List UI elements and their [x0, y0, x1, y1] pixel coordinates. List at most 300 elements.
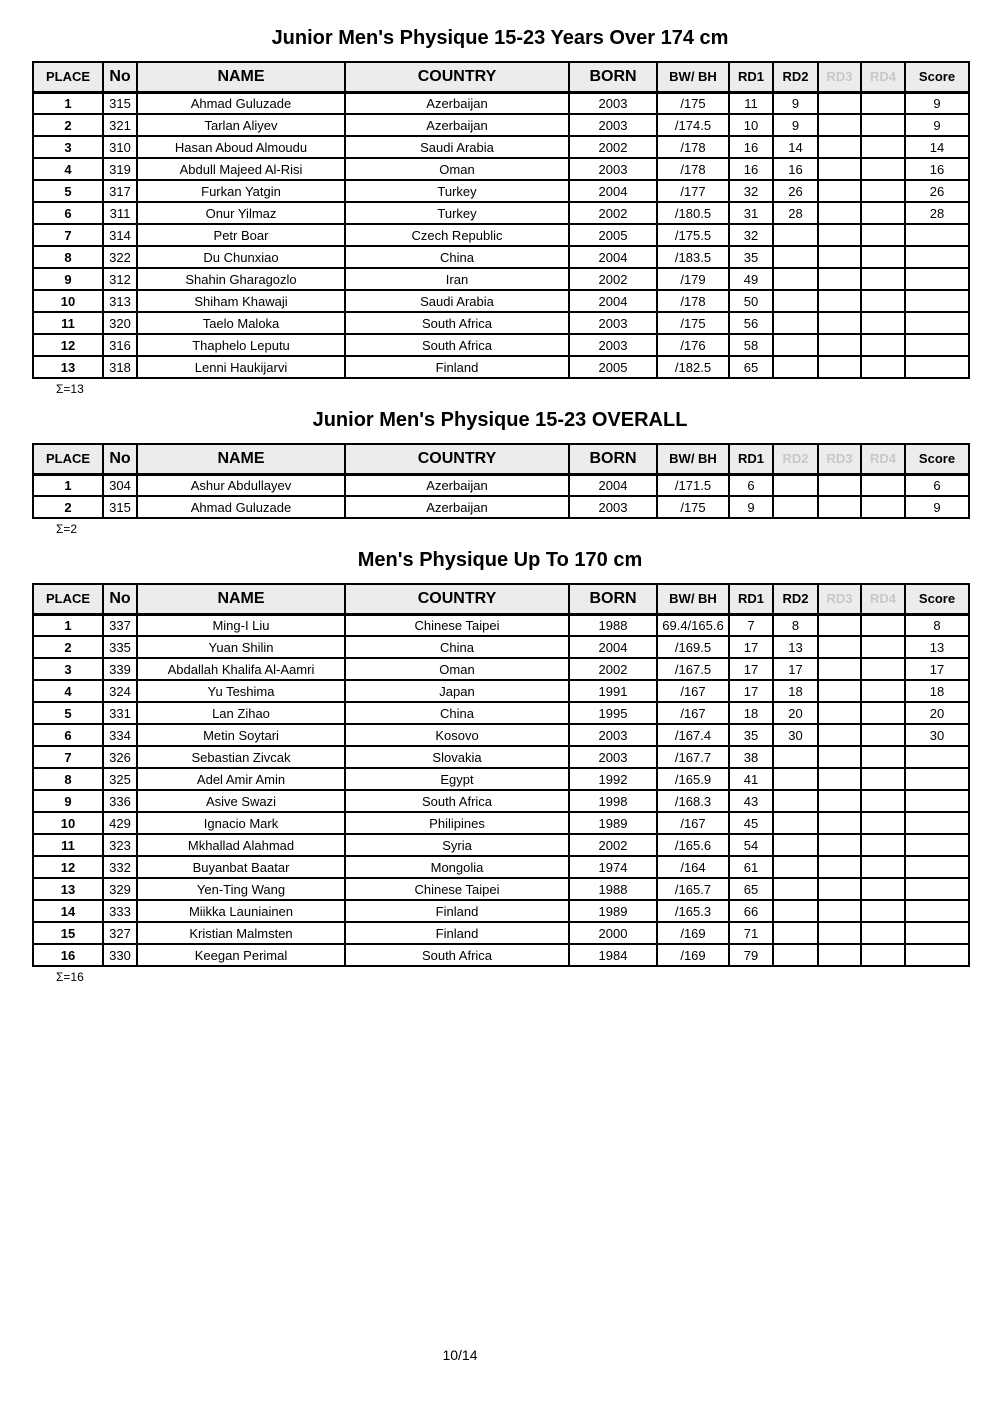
- section-title: Junior Men's Physique 15-23 OVERALL: [312, 409, 688, 431]
- cell-rd2: 20: [773, 702, 818, 724]
- cell-bwbh: /164: [657, 856, 729, 878]
- cell-bwbh: /174.5: [657, 114, 729, 136]
- cell-born: 1995: [569, 702, 657, 724]
- cell-place: 4: [33, 680, 103, 702]
- cell-place: 9: [33, 268, 103, 290]
- cell-born: 2004: [569, 246, 657, 268]
- cell-born: 1988: [569, 878, 657, 900]
- table-row: [33, 312, 969, 334]
- cell-country: Azerbaijan: [345, 496, 569, 518]
- cell-rd2: [773, 900, 818, 922]
- cell-rd1: 58: [729, 334, 773, 356]
- cell-rd2: 28: [773, 202, 818, 224]
- cell-place: 8: [33, 246, 103, 268]
- cell-bwbh: /165.7: [657, 878, 729, 900]
- cell-score: [905, 790, 969, 812]
- cell-born: 1974: [569, 856, 657, 878]
- cell-bwbh: /178: [657, 158, 729, 180]
- cell-country: Oman: [345, 158, 569, 180]
- cell-name: Mkhallad Alahmad: [137, 834, 345, 856]
- cell-no: 325: [103, 768, 137, 790]
- cell-rd1: 17: [729, 658, 773, 680]
- header-row: [33, 584, 969, 614]
- cell-rd3: [818, 680, 861, 702]
- cell-country: Finland: [345, 922, 569, 944]
- cell-rd3: [818, 202, 861, 224]
- cell-score: [905, 812, 969, 834]
- cell-rd3: [818, 474, 861, 496]
- cell-no: 329: [103, 878, 137, 900]
- header-cell-no: No: [103, 444, 137, 474]
- cell-country: Slovakia: [345, 746, 569, 768]
- cell-rd3: [818, 702, 861, 724]
- cell-country: Syria: [345, 834, 569, 856]
- cell-rd3: [818, 834, 861, 856]
- cell-no: 319: [103, 158, 137, 180]
- cell-rd4: [861, 246, 905, 268]
- cell-no: 323: [103, 834, 137, 856]
- cell-rd4: [861, 724, 905, 746]
- cell-rd4: [861, 680, 905, 702]
- cell-rd3: [818, 356, 861, 378]
- cell-rd3: [818, 790, 861, 812]
- cell-rd2: [773, 856, 818, 878]
- cell-country: Japan: [345, 680, 569, 702]
- cell-country: Egypt: [345, 768, 569, 790]
- cell-score: 28: [905, 202, 969, 224]
- cell-rd4: [861, 702, 905, 724]
- cell-born: 2003: [569, 92, 657, 114]
- cell-bwbh: /168.3: [657, 790, 729, 812]
- cell-no: 326: [103, 746, 137, 768]
- header-cell-score: Score: [905, 444, 969, 474]
- cell-rd2: [773, 290, 818, 312]
- cell-rd1: 10: [729, 114, 773, 136]
- header-cell-rd4: RD4: [861, 584, 905, 614]
- cell-country: Philipines: [345, 812, 569, 834]
- cell-no: 331: [103, 702, 137, 724]
- cell-place: 13: [33, 356, 103, 378]
- cell-rd1: 61: [729, 856, 773, 878]
- cell-rd4: [861, 768, 905, 790]
- cell-born: 2002: [569, 136, 657, 158]
- cell-rd1: 79: [729, 944, 773, 966]
- cell-rd1: 35: [729, 724, 773, 746]
- cell-place: 6: [33, 202, 103, 224]
- cell-rd3: [818, 92, 861, 114]
- cell-country: Mongolia: [345, 856, 569, 878]
- cell-rd3: [818, 136, 861, 158]
- header-cell-country: COUNTRY: [345, 444, 569, 474]
- cell-born: 2005: [569, 356, 657, 378]
- table-row: [33, 680, 969, 702]
- cell-rd4: [861, 812, 905, 834]
- cell-rd4: [861, 790, 905, 812]
- table-row: [33, 746, 969, 768]
- cell-bwbh: 69.4/165.6: [657, 614, 729, 636]
- cell-rd1: 41: [729, 768, 773, 790]
- cell-born: 2000: [569, 922, 657, 944]
- cell-rd4: [861, 834, 905, 856]
- cell-born: 2002: [569, 658, 657, 680]
- cell-country: Saudi Arabia: [345, 290, 569, 312]
- cell-country: Kosovo: [345, 724, 569, 746]
- cell-born: 2003: [569, 746, 657, 768]
- cell-no: 314: [103, 224, 137, 246]
- cell-no: 304: [103, 474, 137, 496]
- cell-score: 26: [905, 180, 969, 202]
- header-cell-rd4: RD4: [861, 62, 905, 92]
- cell-rd3: [818, 900, 861, 922]
- cell-name: Sebastian Zivcak: [137, 746, 345, 768]
- cell-score: 9: [905, 92, 969, 114]
- cell-country: Azerbaijan: [345, 92, 569, 114]
- cell-rd3: [818, 636, 861, 658]
- table-row: [33, 856, 969, 878]
- cell-score: 17: [905, 658, 969, 680]
- cell-rd2: [773, 812, 818, 834]
- cell-rd1: 65: [729, 356, 773, 378]
- cell-no: 336: [103, 790, 137, 812]
- cell-name: Petr Boar: [137, 224, 345, 246]
- cell-bwbh: /177: [657, 180, 729, 202]
- cell-born: 2002: [569, 202, 657, 224]
- cell-rd1: 65: [729, 878, 773, 900]
- cell-score: [905, 944, 969, 966]
- section-title: Junior Men's Physique 15-23 Years Over 174 cm: [271, 27, 729, 49]
- cell-rd4: [861, 856, 905, 878]
- results-table: [32, 443, 970, 519]
- cell-name: Ahmad Guluzade: [137, 92, 345, 114]
- cell-rd1: 17: [729, 680, 773, 702]
- cell-name: Buyanbat Baatar: [137, 856, 345, 878]
- cell-rd1: 32: [729, 180, 773, 202]
- cell-name: Taelo Maloka: [137, 312, 345, 334]
- cell-born: 2003: [569, 334, 657, 356]
- cell-rd2: 8: [773, 614, 818, 636]
- header-cell-country: COUNTRY: [345, 62, 569, 92]
- cell-rd3: [818, 922, 861, 944]
- cell-score: [905, 768, 969, 790]
- cell-bwbh: /182.5: [657, 356, 729, 378]
- cell-rd1: 50: [729, 290, 773, 312]
- cell-rd4: [861, 944, 905, 966]
- header-cell-no: No: [103, 62, 137, 92]
- cell-score: [905, 356, 969, 378]
- cell-bwbh: /175: [657, 312, 729, 334]
- cell-bwbh: /167.4: [657, 724, 729, 746]
- cell-rd2: 30: [773, 724, 818, 746]
- table-row: [33, 790, 969, 812]
- cell-place: 12: [33, 334, 103, 356]
- cell-no: 324: [103, 680, 137, 702]
- cell-rd3: [818, 614, 861, 636]
- cell-score: [905, 246, 969, 268]
- cell-place: 7: [33, 224, 103, 246]
- cell-no: 312: [103, 268, 137, 290]
- cell-country: Azerbaijan: [345, 474, 569, 496]
- cell-name: Yu Teshima: [137, 680, 345, 702]
- cell-bwbh: /169: [657, 944, 729, 966]
- cell-bwbh: /183.5: [657, 246, 729, 268]
- cell-rd1: 45: [729, 812, 773, 834]
- sum-note: Σ=13: [56, 382, 84, 396]
- cell-score: [905, 834, 969, 856]
- cell-place: 1: [33, 92, 103, 114]
- table-row: [33, 290, 969, 312]
- cell-born: 1992: [569, 768, 657, 790]
- cell-country: Finland: [345, 356, 569, 378]
- cell-rd3: [818, 658, 861, 680]
- cell-born: 1984: [569, 944, 657, 966]
- cell-name: Shiham Khawaji: [137, 290, 345, 312]
- cell-born: 1998: [569, 790, 657, 812]
- cell-rd3: [818, 158, 861, 180]
- cell-name: Kristian Malmsten: [137, 922, 345, 944]
- cell-rd3: [818, 224, 861, 246]
- cell-born: 1991: [569, 680, 657, 702]
- table-row: [33, 812, 969, 834]
- cell-score: [905, 268, 969, 290]
- header-cell-rd2: RD2: [773, 62, 818, 92]
- cell-place: 13: [33, 878, 103, 900]
- cell-place: 6: [33, 724, 103, 746]
- cell-no: 339: [103, 658, 137, 680]
- cell-place: 11: [33, 834, 103, 856]
- cell-rd1: 38: [729, 746, 773, 768]
- cell-country: Azerbaijan: [345, 114, 569, 136]
- cell-no: 335: [103, 636, 137, 658]
- cell-bwbh: /180.5: [657, 202, 729, 224]
- cell-country: China: [345, 246, 569, 268]
- table-row: [33, 180, 969, 202]
- cell-rd2: 26: [773, 180, 818, 202]
- cell-name: Asive Swazi: [137, 790, 345, 812]
- results-section: [32, 27, 968, 396]
- cell-rd4: [861, 268, 905, 290]
- cell-country: Oman: [345, 658, 569, 680]
- cell-bwbh: /178: [657, 136, 729, 158]
- cell-rd2: 18: [773, 680, 818, 702]
- cell-born: 2003: [569, 114, 657, 136]
- cell-place: 2: [33, 636, 103, 658]
- cell-no: 317: [103, 180, 137, 202]
- cell-country: Turkey: [345, 202, 569, 224]
- table-row: [33, 158, 969, 180]
- cell-rd1: 49: [729, 268, 773, 290]
- cell-rd3: [818, 944, 861, 966]
- cell-name: Adel Amir Amin: [137, 768, 345, 790]
- cell-no: 313: [103, 290, 137, 312]
- header-cell-rd2: RD2: [773, 584, 818, 614]
- cell-score: 13: [905, 636, 969, 658]
- cell-rd4: [861, 114, 905, 136]
- cell-score: [905, 224, 969, 246]
- cell-rd1: 43: [729, 790, 773, 812]
- sum-note: Σ=2: [56, 522, 78, 536]
- header-cell-place: PLACE: [33, 62, 103, 92]
- cell-rd2: [773, 768, 818, 790]
- cell-place: 8: [33, 768, 103, 790]
- cell-bwbh: /167: [657, 812, 729, 834]
- cell-rd4: [861, 614, 905, 636]
- cell-bwbh: /175: [657, 496, 729, 518]
- table-row: [33, 724, 969, 746]
- cell-rd3: [818, 856, 861, 878]
- cell-rd2: [773, 334, 818, 356]
- header-row: [33, 444, 969, 474]
- header-cell-rd1: RD1: [729, 584, 773, 614]
- cell-bwbh: /167: [657, 680, 729, 702]
- cell-bwbh: /171.5: [657, 474, 729, 496]
- cell-score: [905, 290, 969, 312]
- table-row: [33, 834, 969, 856]
- cell-name: Yen-Ting Wang: [137, 878, 345, 900]
- cell-place: 4: [33, 158, 103, 180]
- cell-rd3: [818, 812, 861, 834]
- cell-country: South Africa: [345, 944, 569, 966]
- cell-name: Onur Yilmaz: [137, 202, 345, 224]
- page-number: 10/14: [442, 1347, 478, 1363]
- header-cell-rd3: RD3: [818, 62, 861, 92]
- cell-place: 10: [33, 290, 103, 312]
- cell-rd4: [861, 180, 905, 202]
- cell-country: South Africa: [345, 312, 569, 334]
- cell-rd3: [818, 114, 861, 136]
- results-table: [32, 61, 970, 379]
- cell-bwbh: /165.9: [657, 768, 729, 790]
- cell-no: 327: [103, 922, 137, 944]
- cell-country: Turkey: [345, 180, 569, 202]
- cell-rd2: [773, 944, 818, 966]
- cell-place: 3: [33, 136, 103, 158]
- cell-score: 9: [905, 496, 969, 518]
- cell-rd1: 9: [729, 496, 773, 518]
- cell-name: Lan Zihao: [137, 702, 345, 724]
- section-title: Men's Physique Up To 170 cm: [357, 549, 643, 571]
- cell-name: Du Chunxiao: [137, 246, 345, 268]
- cell-rd2: 17: [773, 658, 818, 680]
- cell-name: Hasan Aboud Almoudu: [137, 136, 345, 158]
- cell-rd1: 56: [729, 312, 773, 334]
- sum-note: Σ=16: [56, 970, 84, 984]
- table-row: [33, 202, 969, 224]
- header-cell-score: Score: [905, 584, 969, 614]
- cell-rd1: 66: [729, 900, 773, 922]
- table-row: [33, 474, 969, 496]
- cell-name: Abdallah Khalifa Al-Aamri: [137, 658, 345, 680]
- cell-rd2: [773, 268, 818, 290]
- cell-rd1: 6: [729, 474, 773, 496]
- cell-born: 2002: [569, 268, 657, 290]
- table-row: [33, 944, 969, 966]
- cell-rd3: [818, 724, 861, 746]
- header-cell-bwbh: BW/ BH: [657, 584, 729, 614]
- header-cell-bwbh: BW/ BH: [657, 62, 729, 92]
- cell-rd3: [818, 768, 861, 790]
- table-row: [33, 658, 969, 680]
- cell-bwbh: /169.5: [657, 636, 729, 658]
- cell-born: 2003: [569, 158, 657, 180]
- cell-rd1: 16: [729, 158, 773, 180]
- cell-rd3: [818, 746, 861, 768]
- cell-bwbh: /175.5: [657, 224, 729, 246]
- cell-name: Miikka Launiainen: [137, 900, 345, 922]
- cell-no: 311: [103, 202, 137, 224]
- cell-rd4: [861, 658, 905, 680]
- cell-name: Ahmad Guluzade: [137, 496, 345, 518]
- cell-country: Chinese Taipei: [345, 614, 569, 636]
- table-row: [33, 224, 969, 246]
- cell-rd2: [773, 312, 818, 334]
- cell-place: 15: [33, 922, 103, 944]
- cell-born: 2004: [569, 290, 657, 312]
- cell-score: [905, 900, 969, 922]
- cell-born: 2004: [569, 180, 657, 202]
- cell-rd4: [861, 92, 905, 114]
- cell-rd2: [773, 878, 818, 900]
- cell-born: 1989: [569, 812, 657, 834]
- cell-no: 321: [103, 114, 137, 136]
- cell-no: 315: [103, 92, 137, 114]
- table-row: [33, 268, 969, 290]
- cell-rd2: [773, 224, 818, 246]
- cell-country: South Africa: [345, 790, 569, 812]
- cell-country: China: [345, 702, 569, 724]
- cell-born: 2004: [569, 636, 657, 658]
- cell-rd1: 32: [729, 224, 773, 246]
- cell-score: [905, 878, 969, 900]
- table-row: [33, 334, 969, 356]
- cell-rd4: [861, 474, 905, 496]
- cell-rd1: 18: [729, 702, 773, 724]
- cell-place: 1: [33, 474, 103, 496]
- header-cell-name: NAME: [137, 584, 345, 614]
- cell-born: 2003: [569, 312, 657, 334]
- table-row: [33, 636, 969, 658]
- cell-bwbh: /167: [657, 702, 729, 724]
- cell-bwbh: /178: [657, 290, 729, 312]
- cell-born: 1988: [569, 614, 657, 636]
- cell-place: 5: [33, 702, 103, 724]
- cell-score: [905, 922, 969, 944]
- cell-rd4: [861, 202, 905, 224]
- cell-rd4: [861, 356, 905, 378]
- cell-born: 2003: [569, 496, 657, 518]
- cell-rd2: 9: [773, 114, 818, 136]
- cell-name: Metin Soytari: [137, 724, 345, 746]
- cell-score: [905, 312, 969, 334]
- cell-rd1: 31: [729, 202, 773, 224]
- cell-rd1: 16: [729, 136, 773, 158]
- cell-born: 2005: [569, 224, 657, 246]
- cell-rd2: [773, 746, 818, 768]
- cell-place: 5: [33, 180, 103, 202]
- cell-born: 2004: [569, 474, 657, 496]
- results-table: [32, 583, 970, 967]
- cell-born: 2002: [569, 834, 657, 856]
- cell-rd4: [861, 312, 905, 334]
- cell-rd3: [818, 246, 861, 268]
- cell-name: Shahin Gharagozlo: [137, 268, 345, 290]
- cell-score: [905, 856, 969, 878]
- cell-name: Ming-I Liu: [137, 614, 345, 636]
- cell-bwbh: /175: [657, 92, 729, 114]
- cell-place: 2: [33, 114, 103, 136]
- cell-rd3: [818, 312, 861, 334]
- cell-rd1: 71: [729, 922, 773, 944]
- cell-rd2: [773, 246, 818, 268]
